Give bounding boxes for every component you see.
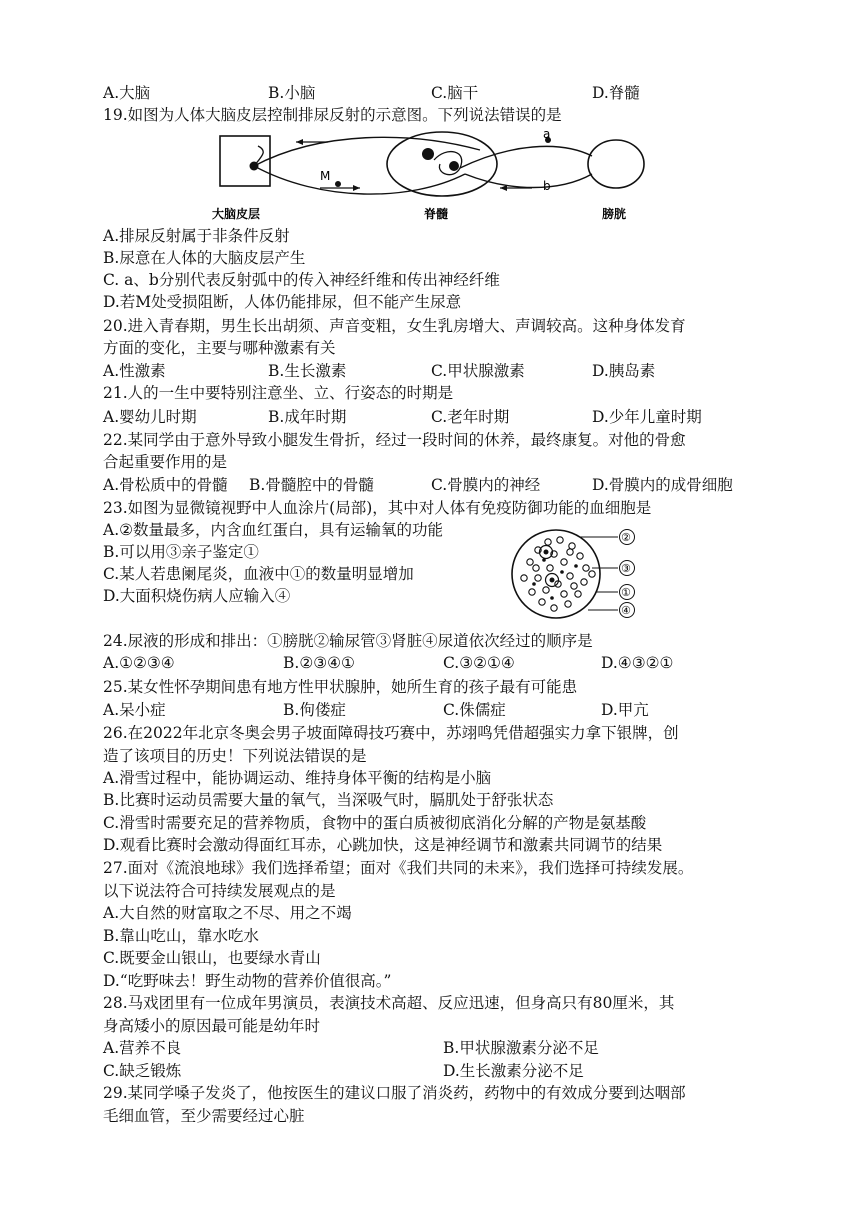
q19-option-d: D.若M处受损阻断，人体仍能排尿，但不能产生尿意 [103,293,462,311]
q22-option-d: D.骨膜内的成骨细胞 [592,476,733,494]
q19-option-c: C. a、b分别代表反射弧中的传入神经纤维和传出神经纤维 [103,271,500,289]
q23-option-b: B.可以用③亲子鉴定① [103,543,259,561]
q21-option-c: C.老年时期 [431,408,510,426]
q21-stem: 21.人的一生中要特别注意坐、立、行姿态的时期是 [103,384,454,402]
q26-option-b: B.比赛时运动员需要大量的氧气，当深吸气时，膈肌处于舒张状态 [103,791,554,809]
smear-label-4: ④ [621,604,631,617]
blood-smear-diagram [508,522,658,622]
q28-stem-line1: 28.马戏团里有一位成年男演员，表演技术高超、反应迅速，但身高只有80厘米，其 [103,994,675,1012]
q26-option-d: D.观看比赛时会激动得面红耳赤，心跳加快，这是神经调节和激素共同调节的结果 [103,836,663,854]
q27-stem-line2: 以下说法符合可持续发展观点的是 [103,882,336,900]
q26-option-c: C.滑雪时需要充足的营养物质，食物中的蛋白质被彻底消化分解的产物是氨基酸 [103,814,647,832]
q19-option-b: B.尿意在人体的大脑皮层产生 [103,249,306,267]
q19-stem: 19.如图为人体大脑皮层控制排尿反射的示意图。下列说法错误的是 [103,106,562,124]
q23-option-d: D.大面积烧伤病人应输入④ [103,587,291,605]
label-bladder: 膀胱 [602,207,627,221]
label-m: M [320,169,331,183]
q26-stem-line2: 造了该项目的历史！下列说法错误的是 [103,747,367,765]
q28-option-c: C.缺乏锻炼 [103,1062,182,1080]
q20-option-a: A.性激素 [103,362,166,380]
q20-stem-line1: 20.进入青春期，男生长出胡须、声音变粗，女生乳房增大、声调较高。这种身体发育 [103,317,686,335]
q25-option-b: B.佝偻症 [283,701,346,719]
q26-option-a: A.滑雪过程中，能协调运动、维持身体平衡的结构是小脑 [103,769,492,787]
q22-stem-line2: 合起重要作用的是 [103,453,228,471]
q20-option-c: C.甲状腺激素 [431,362,525,380]
q28-option-b: B.甲状腺激素分泌不足 [443,1039,599,1057]
q20-option-d: D.胰岛素 [592,362,656,380]
q21-option-a: A.婴幼儿时期 [103,408,197,426]
q24-stem: 24.尿液的形成和排出：①膀胱②输尿管③肾脏④尿道依次经过的顺序是 [103,632,593,650]
q22-option-c: C.骨膜内的神经 [431,476,541,494]
q27-option-b: B.靠山吃山，靠水吃水 [103,927,259,945]
urination-reflex-diagram [210,126,650,230]
smear-label-3: ③ [621,562,631,575]
q20-option-b: B.生长激素 [268,362,347,380]
q24-option-d: D.④③②① [601,654,674,672]
q25-option-a: A.呆小症 [103,701,166,719]
q25-option-d: D.甲亢 [601,701,649,719]
q29-stem-line2: 毛细血管，至少需要经过心脏 [103,1107,305,1125]
q18-option-d: D.脊髓 [592,84,640,102]
q27-option-c: C.既要金山银山，也要绿水青山 [103,949,321,967]
q19-option-a: A.排尿反射属于非条件反射 [103,227,290,245]
q28-stem-line2: 身高矮小的原因最可能是幼年时 [103,1017,321,1035]
q24-option-c: C.③②①④ [443,654,515,672]
label-b: b [543,179,551,193]
q22-stem-line1: 22.某同学由于意外导致小腿发生骨折，经过一段时间的休养，最终康复。对他的骨愈 [103,431,686,449]
smear-label-2: ② [621,531,631,544]
q25-stem: 25.某女性怀孕期间患有地方性甲状腺肿，她所生育的孩子最有可能患 [103,678,578,696]
q18-option-a: A.大脑 [103,84,151,102]
q27-option-a: A.大自然的财富取之不尽、用之不竭 [103,904,352,922]
q28-option-d: D.生长激素分泌不足 [443,1062,584,1080]
q22-option-a: A.骨松质中的骨髓 [103,476,228,494]
q23-option-c: C.某人若患阑尾炎，血液中①的数量明显增加 [103,565,414,583]
q22-option-b: B.骨髓腔中的骨髓 [249,476,374,494]
label-cortex: 大脑皮层 [212,207,261,221]
q28-option-a: A.营养不良 [103,1039,182,1057]
q18-option-c: C.脑干 [431,84,479,102]
q26-stem-line1: 26.在2022年北京冬奥会男子坡面障碍技巧赛中，苏翊鸣凭借超强实力拿下银牌，创 [103,724,679,742]
q27-option-d: D.“吃野味去！野生动物的营养价值很高。” [103,972,392,990]
q25-option-c: C.侏儒症 [443,701,506,719]
q27-stem-line1: 27.面对《流浪地球》我们选择希望；面对《我们共同的未来》，我们选择可持续发展。 [103,859,694,877]
label-spinal: 脊髓 [424,207,449,221]
q20-stem-line2: 方面的变化，主要与哪种激素有关 [103,339,336,357]
label-a: a [543,127,551,141]
q18-option-b: B.小脑 [268,84,316,102]
q29-stem-line1: 29.某同学嗓子发炎了，他按医生的建议口服了消炎药，药物中的有效成分要到达咽部 [103,1084,686,1102]
q23-stem: 23.如图为显微镜视野中人血涂片(局部)，其中对人体有免疫防御功能的血细胞是 [103,499,652,517]
q24-option-b: B.②③④① [283,654,355,672]
q24-option-a: A.①②③④ [103,654,175,672]
q21-option-b: B.成年时期 [268,408,347,426]
q21-option-d: D.少年儿童时期 [592,408,702,426]
smear-label-1: ① [621,586,631,599]
q23-option-a: A.②数量最多，内含血红蛋白，具有运输氧的功能 [103,521,444,539]
